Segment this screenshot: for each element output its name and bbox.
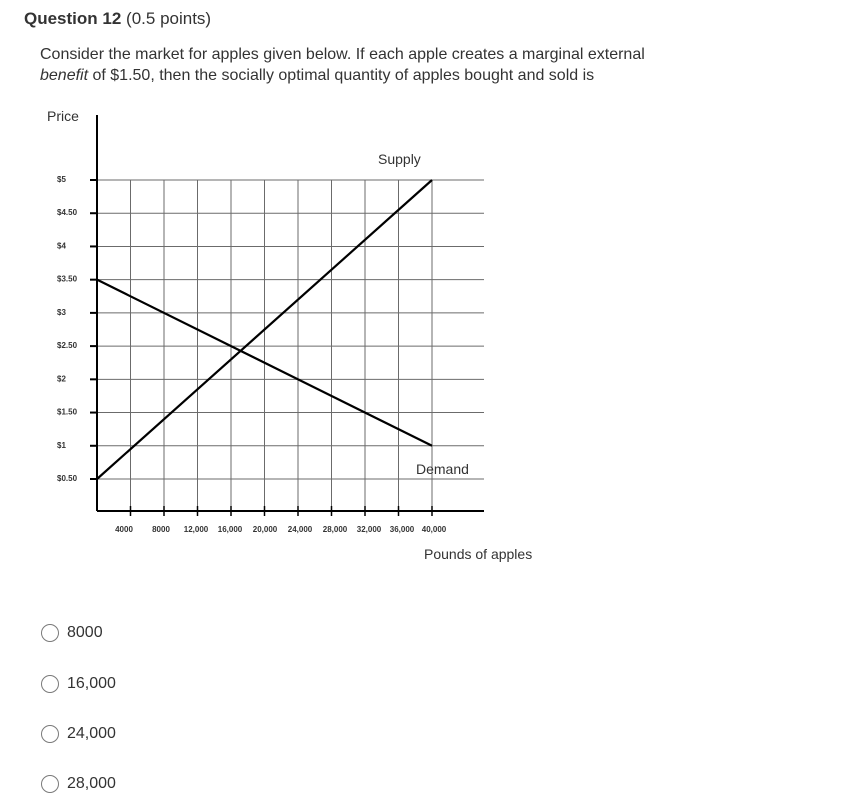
- x-tick-label: 32,000: [356, 525, 382, 534]
- question-points: (0.5 points): [126, 9, 212, 28]
- x-tick-label: 12,000: [183, 525, 209, 534]
- y-tick-labels: [57, 175, 78, 483]
- question-text-part1: Consider the market for apples given below. If each apple creates a marginal external: [40, 46, 645, 63]
- x-tick-labels: [115, 525, 447, 534]
- choice-2[interactable]: [41, 675, 116, 693]
- y-tick-label: $0.50: [57, 474, 78, 483]
- y-tick-label: $4: [57, 241, 66, 251]
- question-number: Question 12: [24, 9, 122, 28]
- question-text-part2: of $1.50, then the socially optimal quantity of apples bought and sold is: [88, 67, 595, 84]
- x-tick-label: 8000: [152, 525, 170, 534]
- y-tick-label: $2: [57, 374, 66, 384]
- choice-label: 8000: [67, 624, 103, 641]
- y-tick-label: $1.50: [57, 407, 78, 417]
- choice-label: 28,000: [67, 775, 116, 792]
- choice-1[interactable]: [41, 624, 103, 642]
- choice-label: 16,000: [67, 675, 116, 692]
- choice-4[interactable]: [41, 775, 116, 793]
- radio-button[interactable]: [41, 725, 59, 743]
- x-axis-label: Pounds of apples: [424, 546, 533, 562]
- y-tick-label: $2.50: [57, 341, 78, 351]
- choice-label: 24,000: [67, 725, 116, 742]
- radio-button[interactable]: [41, 675, 59, 693]
- demand-label: Demand: [416, 461, 469, 477]
- y-axis-label: Price: [47, 108, 79, 124]
- chart-series: [97, 151, 469, 479]
- x-tick-label: 28,000: [322, 525, 348, 534]
- x-tick-label: 40,000: [421, 525, 447, 534]
- radio-button[interactable]: [41, 624, 59, 642]
- y-tick-label: $1: [57, 440, 66, 450]
- choice-3[interactable]: [41, 725, 116, 743]
- x-tick-label: 20,000: [252, 525, 278, 534]
- y-tick-label: $4.50: [57, 208, 78, 218]
- y-tick-label: $3.50: [57, 274, 78, 284]
- x-tick-label: 16,000: [217, 525, 243, 534]
- y-tick-label: $5: [57, 175, 66, 184]
- chart-axes: [90, 115, 484, 516]
- chart-grid: [97, 180, 484, 509]
- x-tick-label: 24,000: [287, 525, 313, 534]
- supply-label: Supply: [378, 151, 421, 167]
- question-text-italic: benefit: [40, 67, 89, 84]
- y-tick-label: $3: [57, 307, 66, 317]
- x-tick-label: 36,000: [389, 525, 415, 534]
- radio-button[interactable]: [41, 775, 59, 793]
- x-tick-label: 4000: [115, 525, 133, 534]
